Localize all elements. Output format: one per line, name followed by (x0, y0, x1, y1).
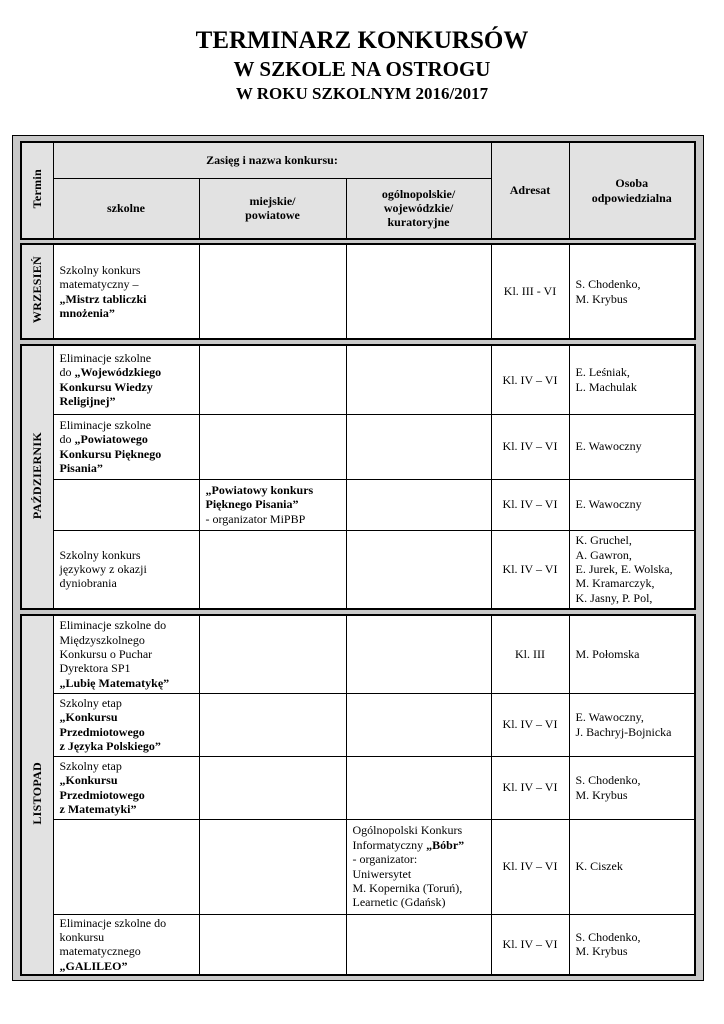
cell-ogolnopolskie (346, 615, 491, 693)
cell-miejskie (199, 819, 346, 914)
cell-miejskie (199, 530, 346, 609)
table-row (21, 819, 695, 914)
cell-szkolne: Eliminacje szkolne do Międzyszkolnego Konkursu o Puchar Dyrektora SP1 „Lubię Matematykę” (53, 615, 199, 693)
cell-miejskie (199, 414, 346, 479)
cell-adresat: Kl. IV – VI (491, 345, 569, 414)
cell-szkolne (53, 819, 199, 914)
cell-adresat: Kl. IV – VI (491, 756, 569, 819)
cell-szkolne: Szkolny konkurs matematyczny – „Mistrz tabliczki mnożenia” (53, 244, 199, 339)
cell-adresat: Kl. IV – VI (491, 693, 569, 756)
cell-ogolnopolskie (346, 244, 491, 339)
cell-miejskie (199, 756, 346, 819)
cell-szkolne: Eliminacje szkolne do „Wojewódzkiego Konkursu Wiedzy Religijnej” (53, 345, 199, 414)
table-row (21, 414, 695, 479)
cell-osoba: E. Wawoczny, J. Bachryj-Bojnicka (569, 693, 695, 756)
cell-miejskie (199, 615, 346, 693)
header-termin: Termin (21, 142, 53, 239)
november-block (20, 614, 696, 976)
cell-miejskie (199, 244, 346, 339)
table-row (21, 693, 695, 756)
month-label-wrzesien: WRZESIEŃ (21, 244, 53, 339)
cell-ogolnopolskie (346, 479, 491, 530)
header-zasieg: Zasięg i nazwa konkursu: (53, 142, 491, 178)
cell-ogolnopolskie (346, 345, 491, 414)
header-table (20, 141, 696, 240)
cell-osoba: E. Wawoczny (569, 414, 695, 479)
cell-szkolne: Eliminacje szkolne do „Powiatowego Konkursu Pięknego Pisania” (53, 414, 199, 479)
header-ogolnopolskie: ogólnopolskie/ wojewódzkie/ kuratoryjne (346, 178, 491, 239)
cell-ogolnopolskie (346, 693, 491, 756)
header-block (20, 141, 696, 240)
cell-osoba: S. Chodenko, M. Krybus (569, 914, 695, 975)
cell-ogolnopolskie (346, 756, 491, 819)
table-row (21, 530, 695, 609)
header-adresat: Adresat (491, 142, 569, 239)
header-szkolne: szkolne (53, 178, 199, 239)
page-title: TERMINARZ KONKURSÓW (195, 27, 529, 54)
cell-ogolnopolskie: Ogólnopolski Konkurs Informatyczny „Bóbr” - organizator: Uniwersytet M. Kopernika (Toruń), Learnetic (Gdańsk) (346, 819, 491, 914)
cell-osoba: E. Leśniak, L. Machulak (569, 345, 695, 414)
october-table (20, 344, 696, 610)
cell-adresat: Kl. III (491, 615, 569, 693)
october-block (20, 344, 696, 610)
table-row (21, 244, 695, 339)
cell-szkolne: Szkolny konkurs językowy z okazji dyniobrania (53, 530, 199, 609)
table-row (21, 756, 695, 819)
header-miejskie: miejskie/ powiatowe (199, 178, 346, 239)
cell-ogolnopolskie (346, 530, 491, 609)
cell-szkolne: Szkolny etap „Konkursu Przedmiotowego z Matematyki” (53, 756, 199, 819)
september-table (20, 243, 696, 340)
cell-adresat: Kl. IV – VI (491, 819, 569, 914)
cell-osoba: S. Chodenko, M. Krybus (569, 244, 695, 339)
november-table (20, 614, 696, 976)
cell-szkolne: Szkolny etap „Konkursu Przedmiotowego z Języka Polskiego” (53, 693, 199, 756)
cell-miejskie: „Powiatowy konkurs Pięknego Pisania” - organizator MiPBP (199, 479, 346, 530)
cell-szkolne: Eliminacje szkolne do konkursu matematycznego „GALILEO” (53, 914, 199, 975)
page-subtitle: W SZKOLE NA OSTROGU (233, 57, 491, 81)
table-row (21, 615, 695, 693)
cell-adresat: Kl. IV – VI (491, 530, 569, 609)
table-row (21, 479, 695, 530)
cell-osoba: K. Ciszek (569, 819, 695, 914)
cell-adresat: Kl. IV – VI (491, 479, 569, 530)
cell-miejskie (199, 345, 346, 414)
month-label-pazdziernik: PAŹDZIERNIK (21, 345, 53, 609)
cell-adresat: Kl. III - VI (491, 244, 569, 339)
cell-osoba: K. Gruchel, A. Gawron, E. Jurek, E. Wolska, M. Kramarczyk, K. Jasny, P. Pol, (569, 530, 695, 609)
table-row (21, 914, 695, 975)
cell-adresat: Kl. IV – VI (491, 414, 569, 479)
cell-adresat: Kl. IV – VI (491, 914, 569, 975)
page-title-block (0, 26, 724, 106)
cell-miejskie (199, 914, 346, 975)
cell-osoba: E. Wawoczny (569, 479, 695, 530)
cell-miejskie (199, 693, 346, 756)
table-row (21, 345, 695, 414)
cell-szkolne (53, 479, 199, 530)
cell-osoba: S. Chodenko, M. Krybus (569, 756, 695, 819)
cell-osoba: M. Połomska (569, 615, 695, 693)
september-block (20, 243, 696, 340)
month-label-listopad: LISTOPAD (21, 615, 53, 975)
cell-ogolnopolskie (346, 914, 491, 975)
school-year: W ROKU SZKOLNYM 2016/2017 (235, 84, 489, 103)
cell-ogolnopolskie (346, 414, 491, 479)
header-osoba: Osoba odpowiedzialna (569, 142, 695, 239)
